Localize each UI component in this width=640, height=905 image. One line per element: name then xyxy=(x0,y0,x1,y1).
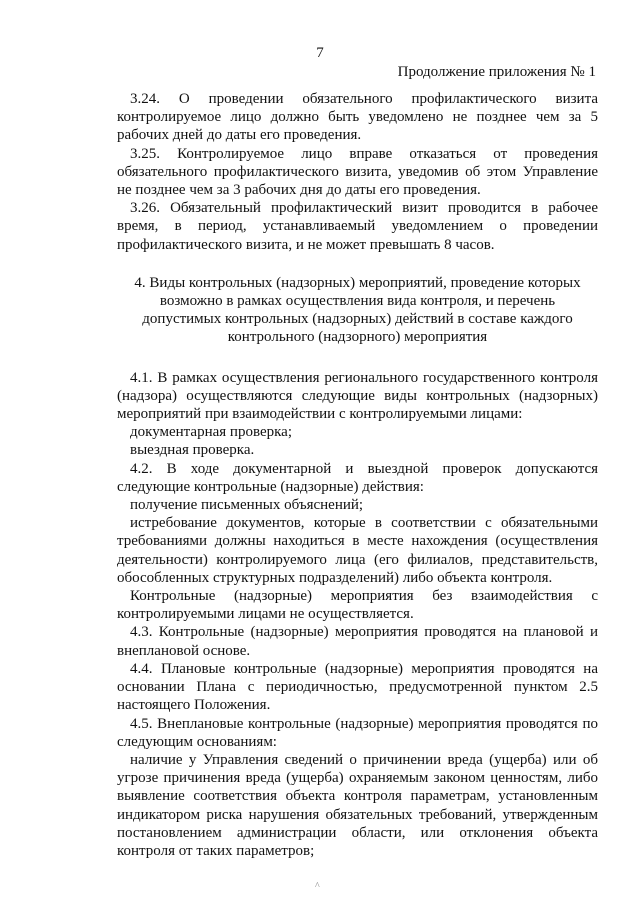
paragraph-no-interaction: Контрольные (надзорные) мероприятия без взаимодействия с контролируемыми лицами не осуществляется. xyxy=(117,588,598,623)
list-item-written-explanations: получение письменных объяснений; xyxy=(130,497,364,514)
page-number: 7 xyxy=(316,45,324,61)
appendix-continuation-label: Продолжение приложения № 1 xyxy=(397,64,596,80)
list-item-document-request: истребование документов, которые в соответствии с обязательными требованиями должны находиться в месте нахождения (осуществления деятельности) контролируемого лица (его филиалов, представительств, обособленных структурных подразделений) либо объекта контроля. xyxy=(117,515,598,586)
paragraph-3-26: 3.26. Обязательный профилактический визит проводится в рабочее время, в период, устанавливаемый уведомлением о проведении профилактического визита, и не может превышать 8 часов. xyxy=(117,200,598,253)
list-item-field-check: выездная проверка. xyxy=(130,442,255,459)
paragraph-3-24: 3.24. О проведении обязательного профилактического визита контролируемое лицо должно быть уведомлено не позднее чем за 5 рабочих дней до даты его проведения. xyxy=(117,91,598,144)
section-4-heading: 4. Виды контрольных (надзорных) мероприятий, проведение которых возможно в рамках осуществления вида контроля, и перечень допустимых контрольных (надзорных) действий в составе каждого контрольного (надзорного) мероприятия xyxy=(134,274,581,346)
document-body xyxy=(117,90,598,860)
paragraph-4-5: 4.5. Внеплановые контрольные (надзорные) мероприятия проводятся по следующим основаниям: xyxy=(117,715,598,750)
paragraph-4-2: 4.2. В ходе документарной и выездной проверок допускаются следующие контрольные (надзорные) действия: xyxy=(117,460,598,495)
paragraph-4-4: 4.4. Плановые контрольные (надзорные) мероприятия проводятся на основании Плана с периодичностью, предусмотренной пунктом 2.5 настоящего Положения. xyxy=(117,660,598,714)
paragraph-3-25: 3.25. Контролируемое лицо вправе отказаться от проведения обязательного профилактического визита, уведомив об этом Управление не позднее чем за 3 рабочих дня до даты его проведения. xyxy=(117,145,598,199)
footer-mark: ^ xyxy=(315,881,320,892)
paragraph-4-3: 4.3. Контрольные (надзорные) мероприятия проводятся на плановой и внеплановой основе. xyxy=(117,624,598,659)
list-item-harm-grounds: наличие у Управления сведений о причинении вреда (ущерба) или об угрозе причинения вреда (ущерба) охраняемым законом ценностям, либо выявление соответствия объекта контроля параметрам, установленным индикатором риска нарушения обязательных требований, утвержденным постановлением администрации области, или отклонения объекта контроля от таких параметров; xyxy=(117,751,598,859)
paragraph-4-1: 4.1. В рамках осуществления регионального государственного контроля (надзора) осуществляются следующие виды контрольных (надзорных) мероприятий при взаимодействии с контролируемыми лицами: xyxy=(117,369,598,423)
list-item-documentary-check: документарная проверка; xyxy=(130,424,292,441)
